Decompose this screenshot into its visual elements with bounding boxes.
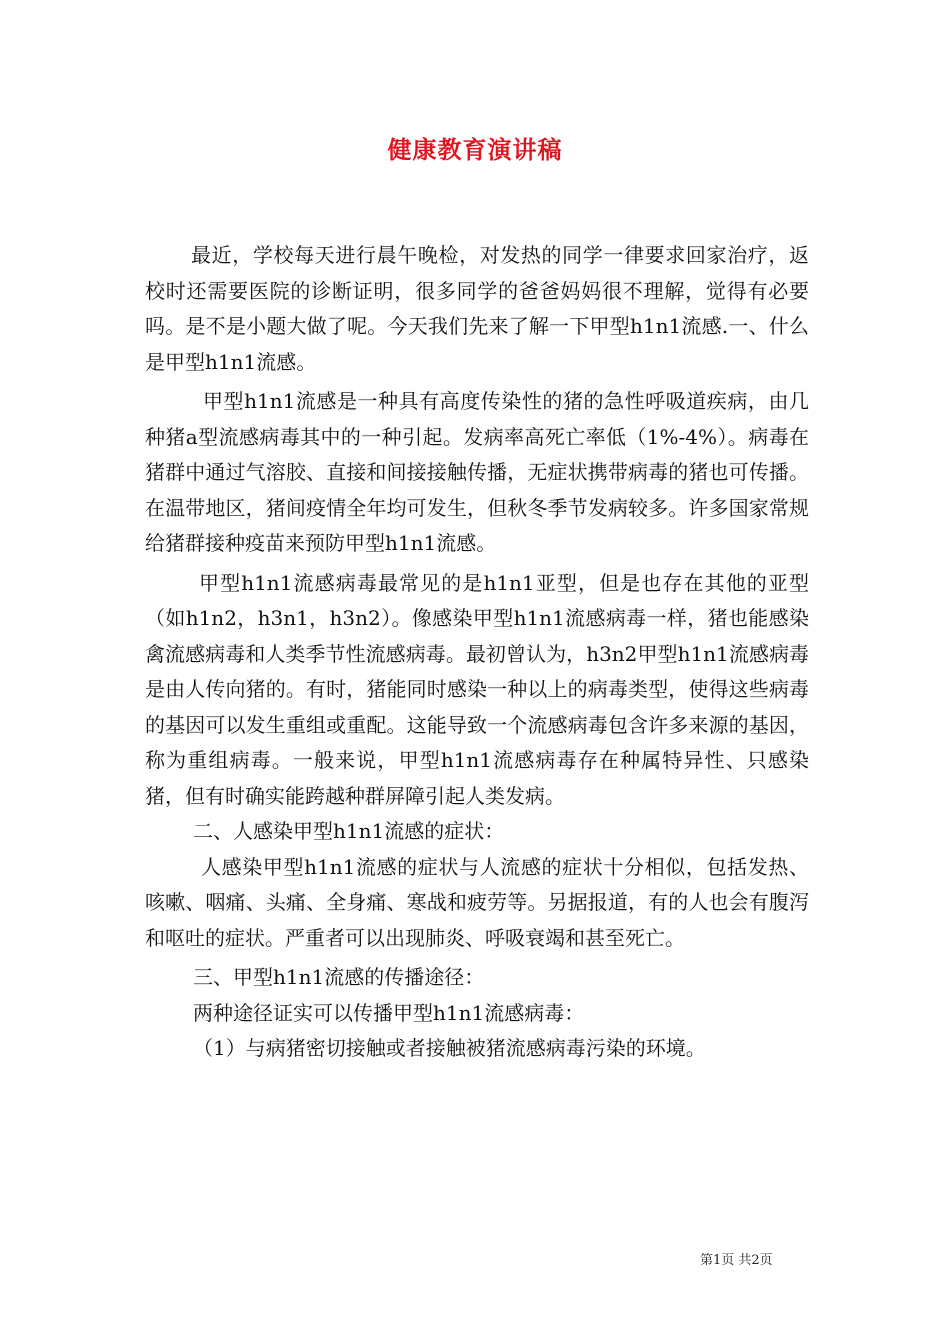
paragraph-symptoms: 人感染甲型h1n1流感的症状与人流感的症状十分相似，包括发热、咳嗽、咽痛、头痛、全身痛、寒战和疲劳等。另据报道，有的人也会有腹泻和呕吐的症状。严重者可以出现肺炎、呼吸衰竭和甚至死亡。 xyxy=(145,854,809,950)
paragraph-subtypes: 甲型h1n1流感病毒最常见的是h1n1亚型，但是也存在其他的亚型（如h1n2，h3n1，h3n2）。像感染甲型h1n1流感病毒一样，猪也能感染禽流感病毒和人类季节性流感病毒。最初曾认为，h3n2甲型h1n1流感病毒是由人传向猪的。有时，猪能同时感染一种以上的病毒类型，使得这些病毒的基因可以发生重组或重配。这能导致一个流感病毒包含许多来源的基因，称为重组病毒。一般来说，甲型h1n1流感病毒存在种属特异性、只感染猪，但有时确实能跨越种群屏障引起人类发病。 xyxy=(145,570,809,808)
document-body xyxy=(145,238,809,1067)
paragraph-transmission-item-1: （1）与病猪密切接触或者接触被猪流感病毒污染的环境。 xyxy=(193,1036,706,1060)
paragraph-intro: 最近，学校每天进行晨午晚检，对发热的同学一律要求回家治疗，返校时还需要医院的诊断证明，很多同学的爸爸妈妈很不理解，觉得有必要吗。是不是小题大做了呢。今天我们先来了解一下甲型h1n1流感.一、什么是甲型h1n1流感。 xyxy=(145,243,809,374)
section-heading-transmission: 三、甲型h1n1流感的传播途径： xyxy=(193,965,485,989)
paragraph-definition: 甲型h1n1流感是一种具有高度传染性的猪的急性呼吸道疾病，由几种猪a型流感病毒其中的一种引起。发病率高死亡率低（1%-4%）。病毒在猪群中通过气溶胶、直接和间接接触传播，无症状携带病毒的猪也可传播。在温带地区，猪间疫情全年均可发生，但秋冬季节发病较多。许多国家常规给猪群接种疫苗来预防甲型h1n1流感。 xyxy=(145,389,809,555)
document-title: 健康教育演讲稿 xyxy=(387,135,563,164)
page-number-footer: 第1页 共2页 xyxy=(700,1253,773,1268)
paragraph-transmission-intro: 两种途径证实可以传播甲型h1n1流感病毒： xyxy=(193,1000,585,1025)
section-heading-symptoms: 二、人感染甲型h1n1流感的症状： xyxy=(193,819,505,843)
